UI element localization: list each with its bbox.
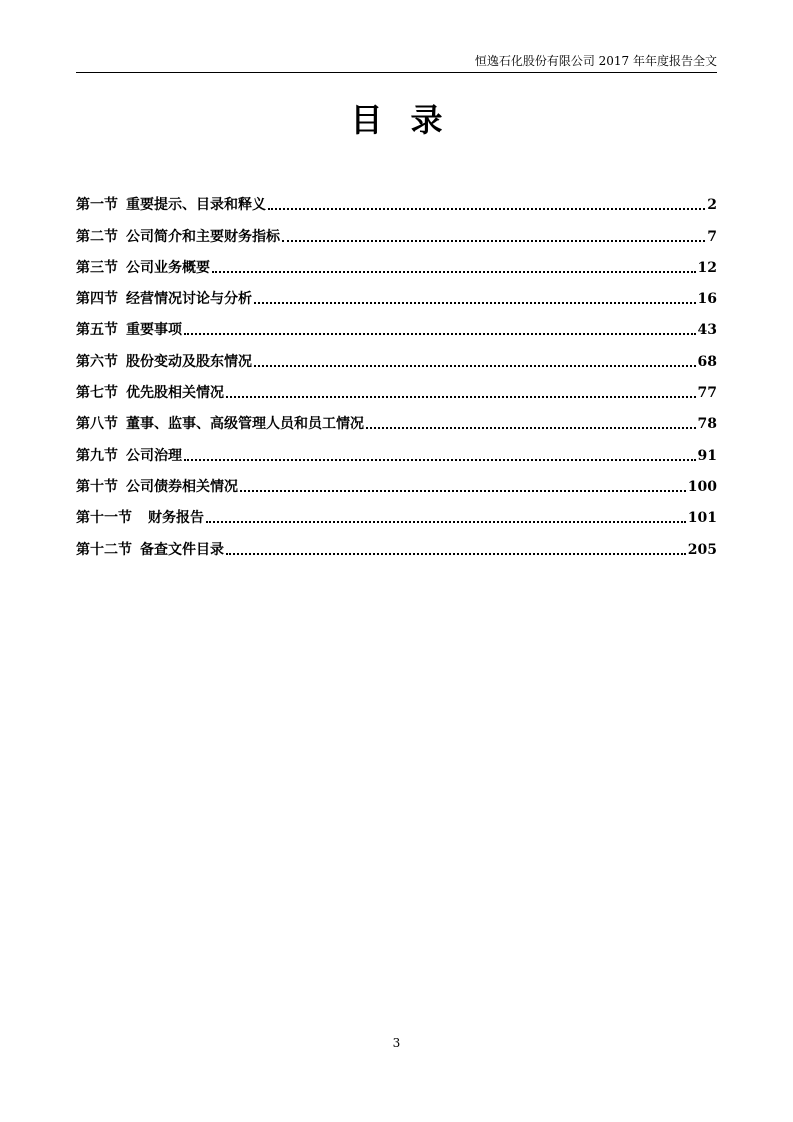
toc-section-number: 第四节 — [76, 291, 118, 308]
toc-section-number: 第七节 — [76, 385, 118, 402]
toc-leader — [184, 459, 696, 461]
toc-leader — [254, 365, 696, 367]
toc-leader — [268, 208, 705, 210]
toc-section-number: 第三节 — [76, 259, 118, 276]
toc-section-title: 股份变动及股东情况 — [126, 353, 252, 370]
toc-section-title: 经营情况讨论与分析 — [126, 291, 252, 308]
toc-page-number: 16 — [697, 291, 717, 308]
toc-entry[interactable] — [76, 433, 717, 464]
toc-leader — [212, 271, 696, 273]
toc-section-number: 第十节 — [76, 478, 118, 495]
toc-page-number: 68 — [697, 353, 717, 370]
toc-section-number: 第八节 — [76, 416, 118, 433]
toc-entry[interactable] — [76, 308, 717, 339]
table-of-contents — [76, 183, 717, 559]
toc-entry[interactable] — [76, 277, 717, 308]
toc-section-title: 公司简介和主要财务指标 — [126, 228, 280, 245]
toc-leader — [226, 553, 686, 555]
toc-section-number: 第一节 — [76, 197, 118, 214]
toc-page-number: 101 — [687, 510, 717, 527]
toc-page-number: 12 — [697, 259, 717, 276]
toc-section-title: 公司债券相关情况 — [126, 478, 238, 495]
toc-leader — [226, 396, 696, 398]
toc-leader — [282, 240, 705, 242]
toc-section-title: 公司业务概要 — [126, 259, 210, 276]
toc-leader — [254, 302, 696, 304]
footer-page-number: 3 — [392, 1036, 401, 1050]
toc-entry[interactable] — [76, 183, 717, 214]
toc-entry[interactable] — [76, 214, 717, 245]
toc-section-title: 董事、监事、高级管理人员和员工情况 — [126, 416, 364, 433]
toc-section-number: 第十一节 — [76, 510, 132, 527]
toc-section-title: 备查文件目录 — [140, 541, 224, 558]
toc-entry[interactable] — [76, 339, 717, 370]
toc-page-number: 205 — [687, 541, 717, 558]
toc-page-number: 77 — [697, 385, 717, 402]
toc-section-title: 重要事项 — [126, 322, 182, 339]
toc-section-title: 财务报告 — [148, 510, 204, 527]
header-text: 恒逸石化股份有限公司 2017 年年度报告全文 — [474, 54, 717, 68]
toc-leader — [184, 333, 696, 335]
toc-page-number: 2 — [707, 197, 717, 214]
toc-page-number: 78 — [697, 416, 717, 433]
toc-page-number: 43 — [697, 322, 717, 339]
toc-leader — [240, 490, 686, 492]
toc-section-number: 第九节 — [76, 447, 118, 464]
toc-entry[interactable] — [76, 371, 717, 402]
toc-section-number: 第二节 — [76, 228, 118, 245]
toc-section-number: 第六节 — [76, 353, 118, 370]
toc-page-number: 100 — [687, 478, 717, 495]
toc-entry[interactable] — [76, 402, 717, 433]
toc-section-number: 第五节 — [76, 322, 118, 339]
toc-section-title: 公司治理 — [126, 447, 182, 464]
toc-entry[interactable] — [76, 465, 717, 496]
toc-page-number: 7 — [707, 228, 717, 245]
toc-entry[interactable] — [76, 496, 717, 527]
toc-leader — [366, 427, 696, 429]
running-header — [76, 52, 717, 73]
toc-leader — [206, 521, 686, 523]
page-title: 目录 — [350, 101, 471, 139]
toc-section-title: 优先股相关情况 — [126, 385, 224, 402]
toc-section-number: 第十二节 — [76, 541, 132, 558]
toc-entry[interactable] — [76, 527, 717, 558]
toc-entry[interactable] — [76, 246, 717, 277]
toc-section-title: 重要提示、目录和释义 — [126, 197, 266, 214]
toc-page-number: 91 — [697, 447, 717, 464]
